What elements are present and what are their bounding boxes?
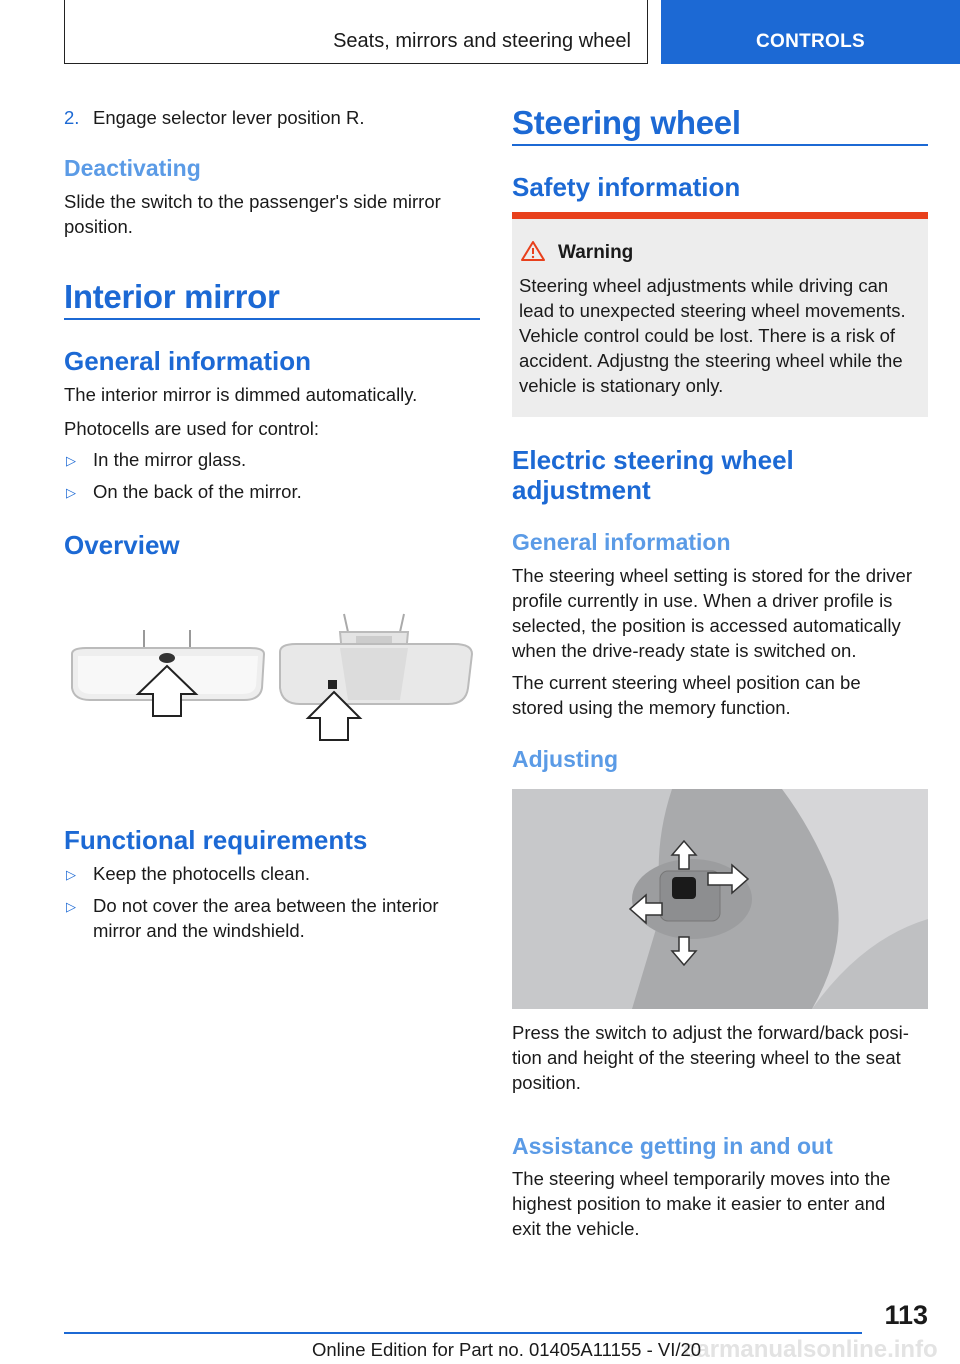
deactivating-heading: Deactivating xyxy=(64,155,201,181)
warning-triangle-icon xyxy=(520,240,546,262)
deactivating-text-1: Slide the switch to the passenger's side mirror xyxy=(64,191,441,212)
warning-line: lead to unexpected steering wheel movements. xyxy=(519,300,906,321)
triangle-bullet-icon: ▷ xyxy=(66,453,76,468)
electric-adjustment-heading-1: Electric steering wheel xyxy=(512,445,794,475)
list-item: Do not cover the area between the interior xyxy=(93,895,439,916)
warning-bar xyxy=(512,212,928,219)
interior-mirror-rule xyxy=(64,318,480,320)
general-info-line: selected, the position is accessed automatically xyxy=(512,615,901,636)
warning-line: Steering wheel adjustments while driving can xyxy=(519,275,889,296)
watermark: carmanualsonline.info xyxy=(683,1336,938,1363)
general-info-line: The steering wheel setting is stored for the driver xyxy=(512,565,912,586)
list-item: On the back of the mirror. xyxy=(93,481,302,502)
memory-line: stored using the memory function. xyxy=(512,697,791,718)
list-item: Keep the photocells clean. xyxy=(93,863,311,884)
adjusting-heading: Adjusting xyxy=(512,746,619,772)
general-info-line: profile currently in use. When a driver profile is xyxy=(512,590,893,611)
header-tab-controls[interactable] xyxy=(661,0,960,64)
adjusting-line: position. xyxy=(512,1072,581,1093)
functional-requirements-heading: Functional requirements xyxy=(64,825,368,855)
header-section-title: Seats, mirrors and steering wheel xyxy=(333,30,631,52)
general-info-line: when the drive-ready state is switched on. xyxy=(512,640,857,661)
header-section-box xyxy=(64,0,648,64)
step-2-text: Engage selector lever position R. xyxy=(93,107,365,128)
deactivating-text-2: position. xyxy=(64,216,133,237)
list-item-continued: mirror and the windshield. xyxy=(93,920,305,941)
safety-information-heading: Safety information xyxy=(512,172,741,202)
adjusting-line: Press the switch to adjust the forward/back posi‐ xyxy=(512,1022,909,1043)
general-info-right-heading: General information xyxy=(512,529,731,555)
assistance-line: exit the vehicle. xyxy=(512,1218,640,1239)
list-item: In the mirror glass. xyxy=(93,449,247,470)
steering-wheel-rule xyxy=(512,144,928,146)
steering-wheel-heading: Steering wheel xyxy=(512,104,741,141)
warning-line: vehicle is stationary only. xyxy=(519,375,724,396)
assistance-heading: Assistance getting in and out xyxy=(512,1133,833,1159)
warning-line: Vehicle control could be lost. There is a risk of xyxy=(519,325,896,346)
electric-adjustment-heading-2: adjustment xyxy=(512,475,651,505)
general-info-p2: Photocells are used for control: xyxy=(64,418,320,439)
footer-edition-text: Online Edition for Part no. 01405A11155 - VI/20 xyxy=(312,1339,702,1360)
warning-box xyxy=(512,212,928,417)
assistance-line: highest position to make it easier to enter and xyxy=(512,1193,886,1214)
assistance-line: The steering wheel temporarily moves into the xyxy=(512,1168,891,1189)
interior-mirror-heading: Interior mirror xyxy=(64,278,280,315)
header-tab-label: CONTROLS xyxy=(755,31,865,52)
triangle-bullet-icon: ▷ xyxy=(66,867,76,882)
triangle-bullet-icon: ▷ xyxy=(66,485,76,500)
warning-title: Warning xyxy=(558,242,634,263)
adjusting-line: tion and height of the steering wheel to the seat xyxy=(512,1047,901,1068)
footer-rule xyxy=(64,1332,862,1334)
triangle-bullet-icon: ▷ xyxy=(66,899,76,914)
warning-line: accident. Adjustng the steering wheel while the xyxy=(519,350,903,371)
general-info-heading: General information xyxy=(64,346,312,376)
interior-mirror-illustration xyxy=(64,608,480,748)
steering-switch-photo xyxy=(512,789,928,1009)
step-2-number: 2. xyxy=(64,107,80,128)
overview-heading: Overview xyxy=(64,530,180,560)
memory-line: The current steering wheel position can be xyxy=(512,672,861,693)
page-number: 113 xyxy=(884,1300,928,1330)
general-info-p1: The interior mirror is dimmed automatically. xyxy=(64,384,418,405)
steering-switch-illustration xyxy=(512,789,928,1009)
